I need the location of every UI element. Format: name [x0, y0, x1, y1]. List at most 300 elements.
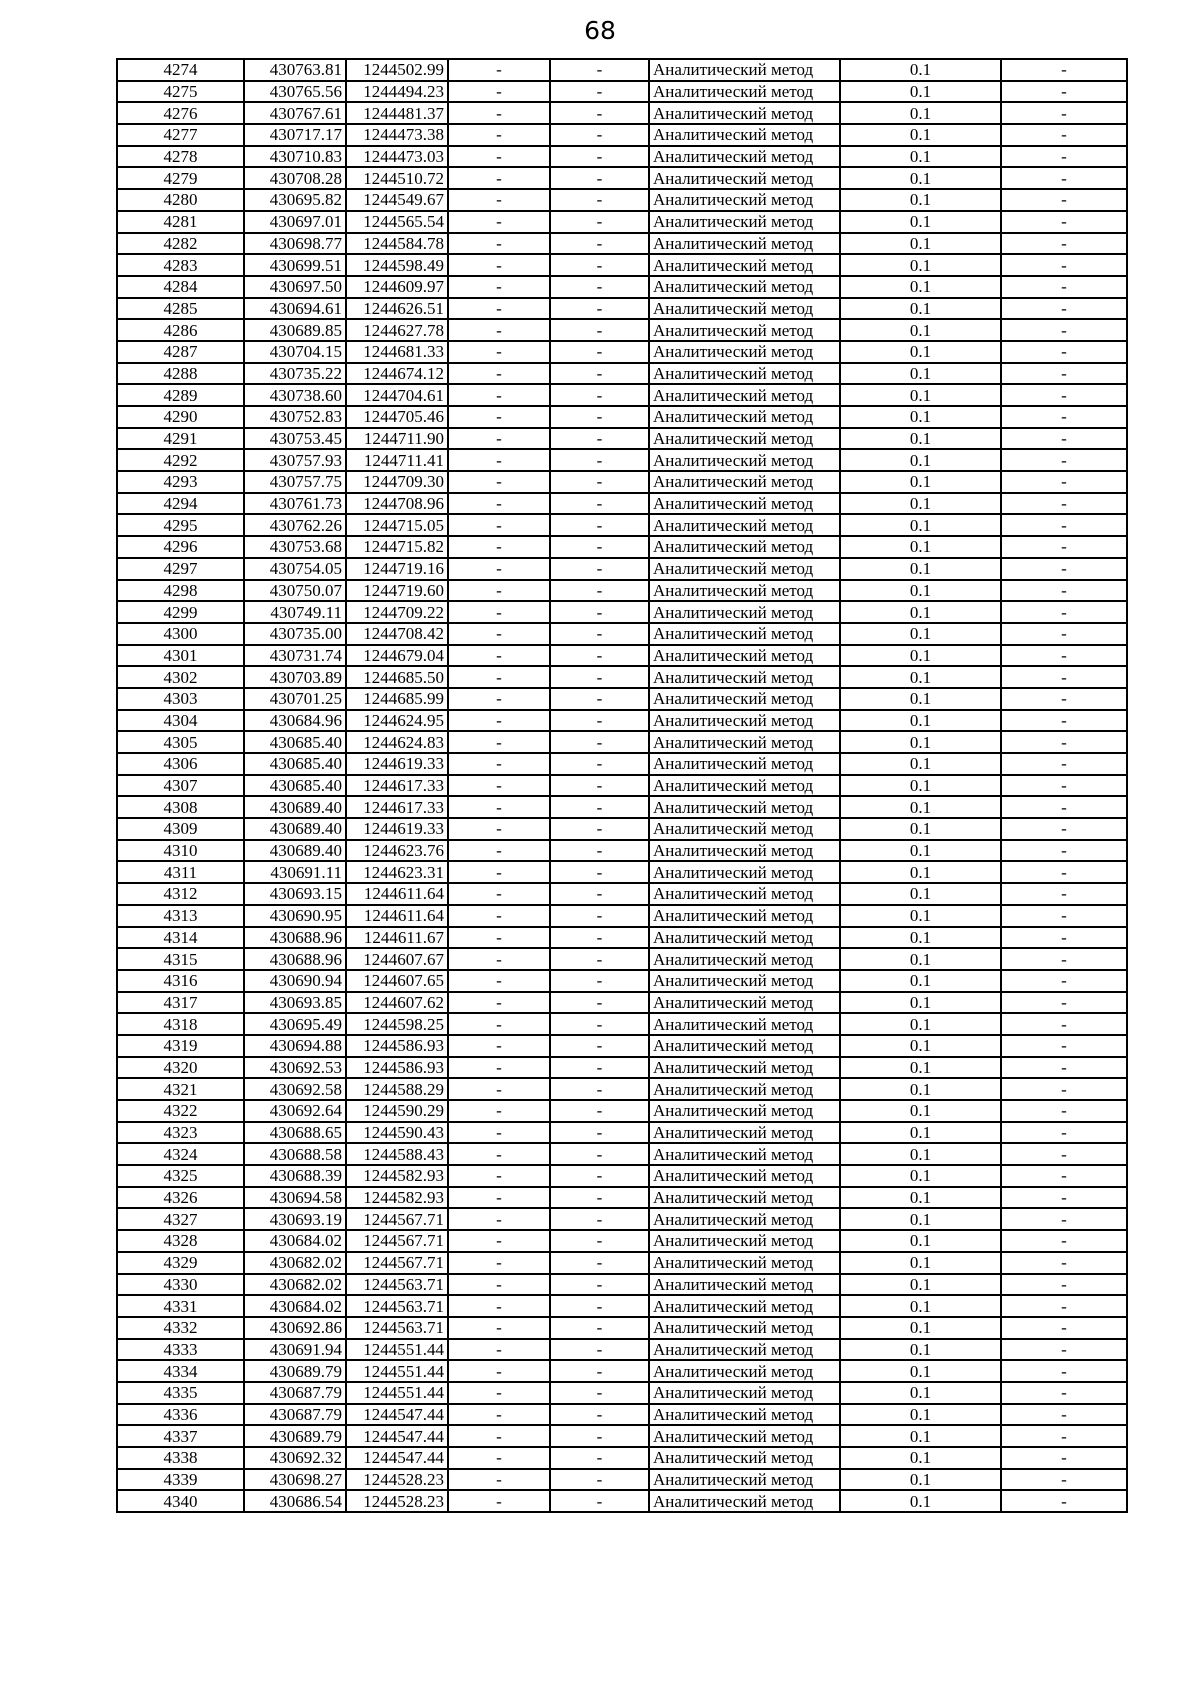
empty-cell: -: [448, 645, 550, 667]
point-number-cell: 4290: [117, 406, 244, 428]
x-coordinate-cell: 430704.15: [244, 341, 346, 363]
y-coordinate-cell: 1244528.23: [346, 1490, 448, 1512]
empty-cell: -: [448, 970, 550, 992]
x-coordinate-cell: 430689.85: [244, 319, 346, 341]
empty-cell: -: [550, 1035, 649, 1057]
empty-cell: -: [448, 1295, 550, 1317]
x-coordinate-cell: 430687.79: [244, 1382, 346, 1404]
empty-cell: -: [1001, 1339, 1127, 1361]
empty-cell: -: [1001, 645, 1127, 667]
method-cell: Аналитический метод: [649, 688, 840, 710]
method-cell: Аналитический метод: [649, 428, 840, 450]
point-number-cell: 4277: [117, 124, 244, 146]
table-row: [117, 1469, 1127, 1491]
x-coordinate-cell: 430682.02: [244, 1252, 346, 1274]
empty-cell: -: [448, 1013, 550, 1035]
accuracy-cell: 0.1: [840, 428, 1001, 450]
empty-cell: -: [448, 59, 550, 81]
empty-cell: -: [448, 1382, 550, 1404]
method-cell: Аналитический метод: [649, 558, 840, 580]
point-number-cell: 4327: [117, 1208, 244, 1230]
y-coordinate-cell: 1244473.38: [346, 124, 448, 146]
point-number-cell: 4297: [117, 558, 244, 580]
empty-cell: -: [550, 493, 649, 515]
empty-cell: -: [1001, 1274, 1127, 1296]
empty-cell: -: [550, 883, 649, 905]
x-coordinate-cell: 430685.40: [244, 731, 346, 753]
empty-cell: -: [448, 341, 550, 363]
point-number-cell: 4298: [117, 580, 244, 602]
y-coordinate-cell: 1244598.49: [346, 254, 448, 276]
accuracy-cell: 0.1: [840, 124, 1001, 146]
empty-cell: -: [1001, 905, 1127, 927]
point-number-cell: 4305: [117, 731, 244, 753]
y-coordinate-cell: 1244623.31: [346, 861, 448, 883]
empty-cell: -: [448, 623, 550, 645]
accuracy-cell: 0.1: [840, 493, 1001, 515]
accuracy-cell: 0.1: [840, 1230, 1001, 1252]
point-number-cell: 4304: [117, 710, 244, 732]
y-coordinate-cell: 1244674.12: [346, 363, 448, 385]
table-row: [117, 276, 1127, 298]
empty-cell: -: [1001, 1035, 1127, 1057]
method-cell: Аналитический метод: [649, 298, 840, 320]
table-row: [117, 319, 1127, 341]
empty-cell: -: [448, 948, 550, 970]
empty-cell: -: [550, 688, 649, 710]
method-cell: Аналитический метод: [649, 1404, 840, 1426]
point-number-cell: 4320: [117, 1057, 244, 1079]
empty-cell: -: [550, 1122, 649, 1144]
y-coordinate-cell: 1244685.50: [346, 666, 448, 688]
empty-cell: -: [448, 796, 550, 818]
x-coordinate-cell: 430703.89: [244, 666, 346, 688]
empty-cell: -: [550, 276, 649, 298]
x-coordinate-cell: 430695.82: [244, 189, 346, 211]
x-coordinate-cell: 430708.28: [244, 167, 346, 189]
empty-cell: -: [448, 1208, 550, 1230]
empty-cell: -: [550, 753, 649, 775]
accuracy-cell: 0.1: [840, 1469, 1001, 1491]
x-coordinate-cell: 430688.39: [244, 1165, 346, 1187]
point-number-cell: 4334: [117, 1360, 244, 1382]
empty-cell: -: [448, 1339, 550, 1361]
x-coordinate-cell: 430738.60: [244, 384, 346, 406]
x-coordinate-cell: 430688.96: [244, 927, 346, 949]
x-coordinate-cell: 430691.94: [244, 1339, 346, 1361]
point-number-cell: 4335: [117, 1382, 244, 1404]
empty-cell: -: [1001, 189, 1127, 211]
point-number-cell: 4339: [117, 1469, 244, 1491]
empty-cell: -: [550, 406, 649, 428]
empty-cell: -: [550, 363, 649, 385]
empty-cell: -: [448, 1404, 550, 1426]
point-number-cell: 4324: [117, 1143, 244, 1165]
y-coordinate-cell: 1244481.37: [346, 102, 448, 124]
point-number-cell: 4315: [117, 948, 244, 970]
accuracy-cell: 0.1: [840, 905, 1001, 927]
point-number-cell: 4303: [117, 688, 244, 710]
method-cell: Аналитический метод: [649, 146, 840, 168]
method-cell: Аналитический метод: [649, 861, 840, 883]
accuracy-cell: 0.1: [840, 1317, 1001, 1339]
empty-cell: -: [550, 167, 649, 189]
empty-cell: -: [448, 81, 550, 103]
empty-cell: -: [550, 1382, 649, 1404]
empty-cell: -: [448, 1143, 550, 1165]
empty-cell: -: [448, 102, 550, 124]
accuracy-cell: 0.1: [840, 536, 1001, 558]
y-coordinate-cell: 1244598.25: [346, 1013, 448, 1035]
method-cell: Аналитический метод: [649, 384, 840, 406]
empty-cell: -: [550, 319, 649, 341]
accuracy-cell: 0.1: [840, 319, 1001, 341]
method-cell: Аналитический метод: [649, 731, 840, 753]
empty-cell: -: [448, 1447, 550, 1469]
method-cell: Аналитический метод: [649, 666, 840, 688]
accuracy-cell: 0.1: [840, 775, 1001, 797]
y-coordinate-cell: 1244685.99: [346, 688, 448, 710]
point-number-cell: 4337: [117, 1425, 244, 1447]
x-coordinate-cell: 430695.49: [244, 1013, 346, 1035]
empty-cell: -: [448, 1425, 550, 1447]
y-coordinate-cell: 1244709.22: [346, 601, 448, 623]
empty-cell: -: [550, 623, 649, 645]
empty-cell: -: [1001, 146, 1127, 168]
table-row: [117, 840, 1127, 862]
table-body: [117, 59, 1127, 1512]
y-coordinate-cell: 1244547.44: [346, 1404, 448, 1426]
y-coordinate-cell: 1244619.33: [346, 818, 448, 840]
point-number-cell: 4278: [117, 146, 244, 168]
empty-cell: -: [448, 1469, 550, 1491]
y-coordinate-cell: 1244563.71: [346, 1317, 448, 1339]
method-cell: Аналитический метод: [649, 276, 840, 298]
method-cell: Аналитический метод: [649, 167, 840, 189]
accuracy-cell: 0.1: [840, 254, 1001, 276]
table-row: [117, 1208, 1127, 1230]
table-row: [117, 363, 1127, 385]
y-coordinate-cell: 1244586.93: [346, 1057, 448, 1079]
point-number-cell: 4322: [117, 1100, 244, 1122]
method-cell: Аналитический метод: [649, 536, 840, 558]
table-row: [117, 341, 1127, 363]
y-coordinate-cell: 1244611.67: [346, 927, 448, 949]
empty-cell: -: [550, 1100, 649, 1122]
empty-cell: -: [448, 276, 550, 298]
accuracy-cell: 0.1: [840, 645, 1001, 667]
empty-cell: -: [1001, 124, 1127, 146]
empty-cell: -: [550, 81, 649, 103]
y-coordinate-cell: 1244609.97: [346, 276, 448, 298]
empty-cell: -: [550, 1078, 649, 1100]
y-coordinate-cell: 1244711.41: [346, 449, 448, 471]
point-number-cell: 4329: [117, 1252, 244, 1274]
empty-cell: -: [1001, 883, 1127, 905]
empty-cell: -: [1001, 1122, 1127, 1144]
empty-cell: -: [448, 1230, 550, 1252]
table-row: [117, 905, 1127, 927]
y-coordinate-cell: 1244611.64: [346, 905, 448, 927]
method-cell: Аналитический метод: [649, 1382, 840, 1404]
accuracy-cell: 0.1: [840, 1122, 1001, 1144]
accuracy-cell: 0.1: [840, 146, 1001, 168]
empty-cell: -: [550, 1208, 649, 1230]
table-row: [117, 927, 1127, 949]
empty-cell: -: [448, 558, 550, 580]
point-number-cell: 4295: [117, 514, 244, 536]
method-cell: Аналитический метод: [649, 1187, 840, 1209]
method-cell: Аналитический метод: [649, 211, 840, 233]
table-row: [117, 601, 1127, 623]
empty-cell: -: [448, 753, 550, 775]
method-cell: Аналитический метод: [649, 1035, 840, 1057]
empty-cell: -: [448, 1122, 550, 1144]
method-cell: Аналитический метод: [649, 818, 840, 840]
empty-cell: -: [550, 1187, 649, 1209]
empty-cell: -: [1001, 1425, 1127, 1447]
method-cell: Аналитический метод: [649, 319, 840, 341]
point-number-cell: 4293: [117, 471, 244, 493]
y-coordinate-cell: 1244590.29: [346, 1100, 448, 1122]
table-row: [117, 688, 1127, 710]
empty-cell: -: [1001, 406, 1127, 428]
table-row: [117, 1165, 1127, 1187]
empty-cell: -: [550, 1295, 649, 1317]
empty-cell: -: [1001, 514, 1127, 536]
x-coordinate-cell: 430693.15: [244, 883, 346, 905]
method-cell: Аналитический метод: [649, 102, 840, 124]
x-coordinate-cell: 430749.11: [244, 601, 346, 623]
accuracy-cell: 0.1: [840, 1360, 1001, 1382]
accuracy-cell: 0.1: [840, 1339, 1001, 1361]
page-number: 68: [584, 16, 616, 45]
point-number-cell: 4274: [117, 59, 244, 81]
point-number-cell: 4285: [117, 298, 244, 320]
method-cell: Аналитический метод: [649, 1122, 840, 1144]
accuracy-cell: 0.1: [840, 970, 1001, 992]
table-row: [117, 102, 1127, 124]
y-coordinate-cell: 1244611.64: [346, 883, 448, 905]
point-number-cell: 4307: [117, 775, 244, 797]
empty-cell: -: [550, 992, 649, 1014]
table-row: [117, 124, 1127, 146]
empty-cell: -: [550, 645, 649, 667]
empty-cell: -: [1001, 1317, 1127, 1339]
x-coordinate-cell: 430688.65: [244, 1122, 346, 1144]
point-number-cell: 4279: [117, 167, 244, 189]
accuracy-cell: 0.1: [840, 81, 1001, 103]
method-cell: Аналитический метод: [649, 449, 840, 471]
y-coordinate-cell: 1244627.78: [346, 319, 448, 341]
empty-cell: -: [1001, 1187, 1127, 1209]
empty-cell: -: [1001, 818, 1127, 840]
x-coordinate-cell: 430750.07: [244, 580, 346, 602]
empty-cell: -: [550, 428, 649, 450]
method-cell: Аналитический метод: [649, 233, 840, 255]
table-row: [117, 623, 1127, 645]
empty-cell: -: [448, 1252, 550, 1274]
accuracy-cell: 0.1: [840, 861, 1001, 883]
empty-cell: -: [550, 298, 649, 320]
point-number-cell: 4299: [117, 601, 244, 623]
y-coordinate-cell: 1244624.83: [346, 731, 448, 753]
empty-cell: -: [448, 1165, 550, 1187]
accuracy-cell: 0.1: [840, 992, 1001, 1014]
accuracy-cell: 0.1: [840, 189, 1001, 211]
x-coordinate-cell: 430688.58: [244, 1143, 346, 1165]
empty-cell: -: [1001, 319, 1127, 341]
method-cell: Аналитический метод: [649, 601, 840, 623]
point-number-cell: 4280: [117, 189, 244, 211]
accuracy-cell: 0.1: [840, 1447, 1001, 1469]
accuracy-cell: 0.1: [840, 449, 1001, 471]
method-cell: Аналитический метод: [649, 341, 840, 363]
empty-cell: -: [550, 710, 649, 732]
empty-cell: -: [1001, 558, 1127, 580]
empty-cell: -: [550, 948, 649, 970]
y-coordinate-cell: 1244711.90: [346, 428, 448, 450]
empty-cell: -: [448, 233, 550, 255]
empty-cell: -: [550, 731, 649, 753]
point-number-cell: 4300: [117, 623, 244, 645]
point-number-cell: 4281: [117, 211, 244, 233]
x-coordinate-cell: 430701.25: [244, 688, 346, 710]
x-coordinate-cell: 430684.96: [244, 710, 346, 732]
table-row: [117, 384, 1127, 406]
empty-cell: -: [1001, 1078, 1127, 1100]
x-coordinate-cell: 430697.01: [244, 211, 346, 233]
table-row: [117, 796, 1127, 818]
method-cell: Аналитический метод: [649, 471, 840, 493]
point-number-cell: 4313: [117, 905, 244, 927]
accuracy-cell: 0.1: [840, 276, 1001, 298]
table-row: [117, 948, 1127, 970]
empty-cell: -: [1001, 1490, 1127, 1512]
empty-cell: -: [1001, 341, 1127, 363]
point-number-cell: 4328: [117, 1230, 244, 1252]
method-cell: Аналитический метод: [649, 1252, 840, 1274]
accuracy-cell: 0.1: [840, 1382, 1001, 1404]
y-coordinate-cell: 1244547.44: [346, 1425, 448, 1447]
x-coordinate-cell: 430767.61: [244, 102, 346, 124]
y-coordinate-cell: 1244565.54: [346, 211, 448, 233]
y-coordinate-cell: 1244709.30: [346, 471, 448, 493]
empty-cell: -: [448, 1100, 550, 1122]
empty-cell: -: [550, 818, 649, 840]
empty-cell: -: [550, 514, 649, 536]
y-coordinate-cell: 1244582.93: [346, 1165, 448, 1187]
table-row: [117, 167, 1127, 189]
point-number-cell: 4284: [117, 276, 244, 298]
accuracy-cell: 0.1: [840, 558, 1001, 580]
x-coordinate-cell: 430692.53: [244, 1057, 346, 1079]
empty-cell: -: [448, 1274, 550, 1296]
empty-cell: -: [448, 601, 550, 623]
accuracy-cell: 0.1: [840, 1035, 1001, 1057]
point-number-cell: 4321: [117, 1078, 244, 1100]
coordinates-table: [116, 58, 1128, 1513]
accuracy-cell: 0.1: [840, 211, 1001, 233]
method-cell: Аналитический метод: [649, 1360, 840, 1382]
accuracy-cell: 0.1: [840, 1013, 1001, 1035]
x-coordinate-cell: 430752.83: [244, 406, 346, 428]
y-coordinate-cell: 1244607.67: [346, 948, 448, 970]
table-row: [117, 818, 1127, 840]
x-coordinate-cell: 430684.02: [244, 1230, 346, 1252]
x-coordinate-cell: 430693.85: [244, 992, 346, 1014]
empty-cell: -: [550, 666, 649, 688]
method-cell: Аналитический метод: [649, 1339, 840, 1361]
point-number-cell: 4310: [117, 840, 244, 862]
method-cell: Аналитический метод: [649, 796, 840, 818]
method-cell: Аналитический метод: [649, 1317, 840, 1339]
y-coordinate-cell: 1244563.71: [346, 1274, 448, 1296]
empty-cell: -: [448, 514, 550, 536]
accuracy-cell: 0.1: [840, 59, 1001, 81]
point-number-cell: 4338: [117, 1447, 244, 1469]
method-cell: Аналитический метод: [649, 645, 840, 667]
table-row: [117, 1425, 1127, 1447]
x-coordinate-cell: 430690.95: [244, 905, 346, 927]
table-row: [117, 731, 1127, 753]
empty-cell: -: [448, 428, 550, 450]
y-coordinate-cell: 1244623.76: [346, 840, 448, 862]
y-coordinate-cell: 1244715.82: [346, 536, 448, 558]
y-coordinate-cell: 1244549.67: [346, 189, 448, 211]
point-number-cell: 4289: [117, 384, 244, 406]
table-row: [117, 775, 1127, 797]
y-coordinate-cell: 1244567.71: [346, 1230, 448, 1252]
y-coordinate-cell: 1244510.72: [346, 167, 448, 189]
empty-cell: -: [550, 861, 649, 883]
point-number-cell: 4314: [117, 927, 244, 949]
method-cell: Аналитический метод: [649, 775, 840, 797]
empty-cell: -: [448, 211, 550, 233]
y-coordinate-cell: 1244586.93: [346, 1035, 448, 1057]
point-number-cell: 4316: [117, 970, 244, 992]
accuracy-cell: 0.1: [840, 840, 1001, 862]
empty-cell: -: [550, 1057, 649, 1079]
y-coordinate-cell: 1244617.33: [346, 796, 448, 818]
empty-cell: -: [550, 927, 649, 949]
point-number-cell: 4325: [117, 1165, 244, 1187]
x-coordinate-cell: 430690.94: [244, 970, 346, 992]
empty-cell: -: [550, 1469, 649, 1491]
accuracy-cell: 0.1: [840, 688, 1001, 710]
accuracy-cell: 0.1: [840, 1425, 1001, 1447]
accuracy-cell: 0.1: [840, 167, 1001, 189]
table-row: [117, 1339, 1127, 1361]
method-cell: Аналитический метод: [649, 514, 840, 536]
table-row: [117, 1274, 1127, 1296]
point-number-cell: 4294: [117, 493, 244, 515]
accuracy-cell: 0.1: [840, 233, 1001, 255]
x-coordinate-cell: 430694.88: [244, 1035, 346, 1057]
x-coordinate-cell: 430689.40: [244, 840, 346, 862]
empty-cell: -: [1001, 775, 1127, 797]
empty-cell: -: [1001, 601, 1127, 623]
point-number-cell: 4301: [117, 645, 244, 667]
empty-cell: -: [1001, 1469, 1127, 1491]
empty-cell: -: [550, 775, 649, 797]
x-coordinate-cell: 430762.26: [244, 514, 346, 536]
table-row: [117, 1360, 1127, 1382]
x-coordinate-cell: 430691.11: [244, 861, 346, 883]
x-coordinate-cell: 430694.58: [244, 1187, 346, 1209]
point-number-cell: 4292: [117, 449, 244, 471]
empty-cell: -: [448, 189, 550, 211]
